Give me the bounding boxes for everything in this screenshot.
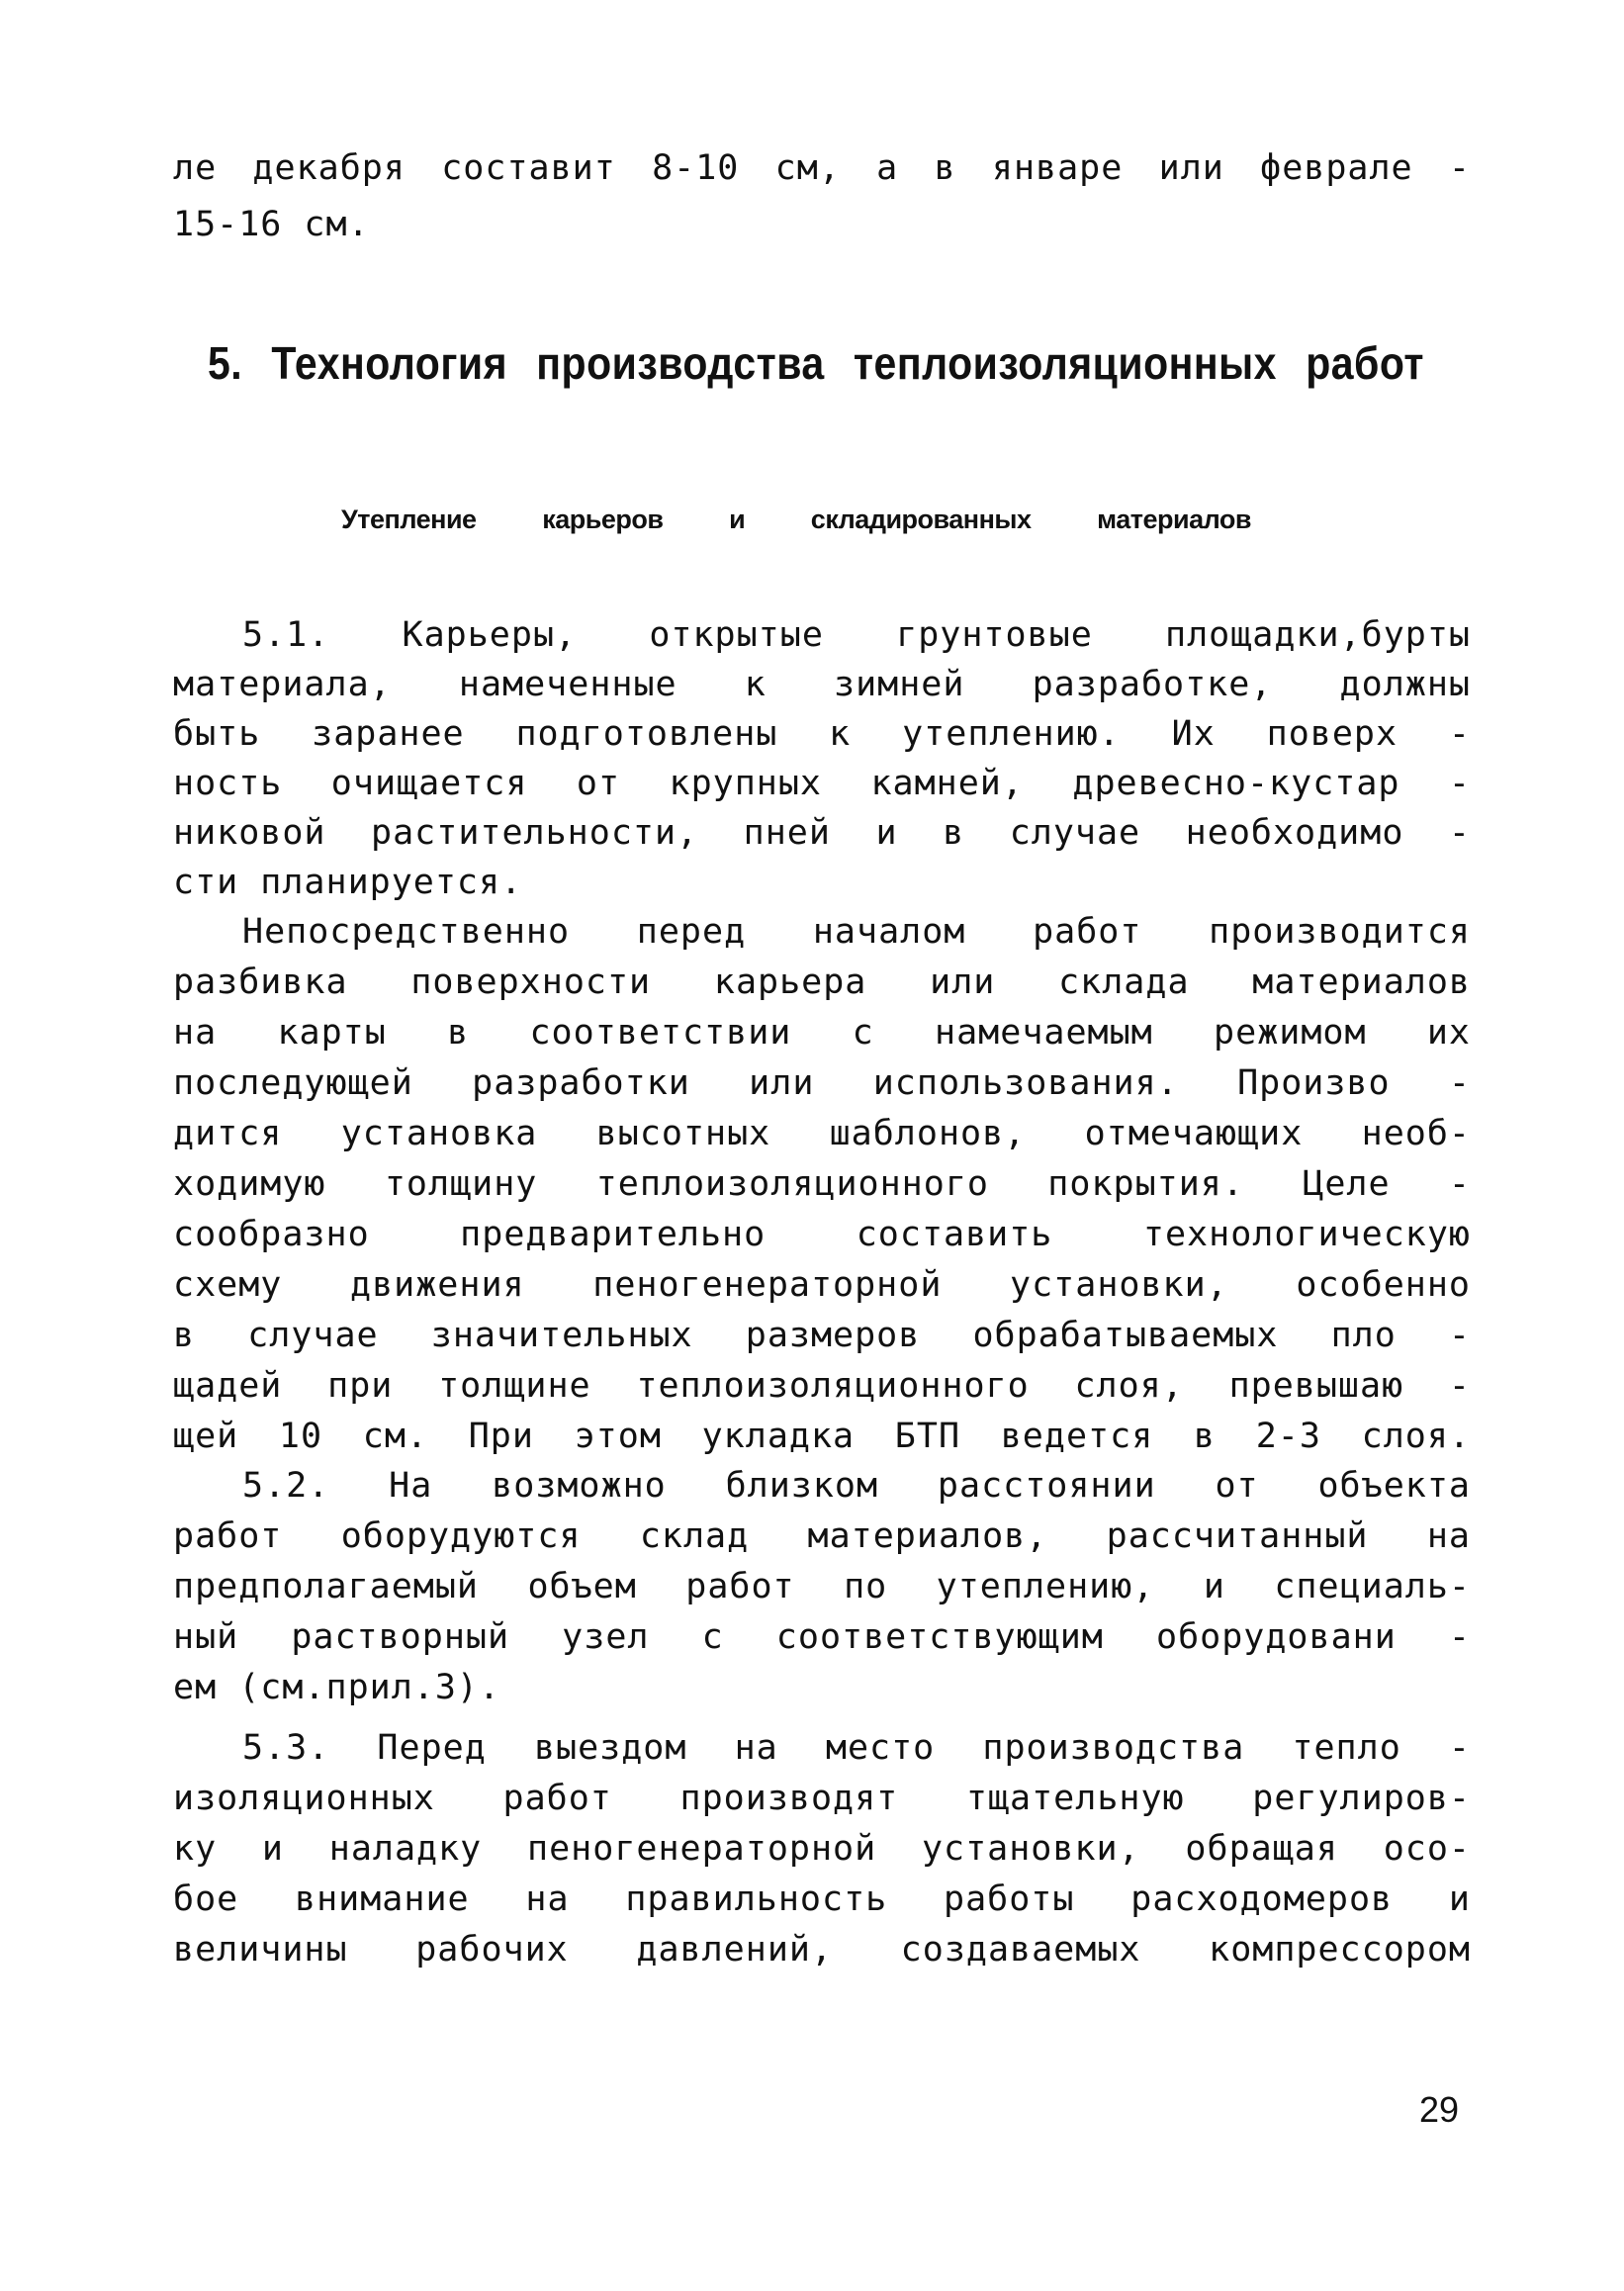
- paragraph-line: Непосредственно перед началом работ производится: [242, 912, 1471, 952]
- paragraph-line: сообразно предварительно составить технологическую: [173, 1215, 1471, 1254]
- paragraph-line: работ оборудуются склад материалов, рассчитанный на: [173, 1516, 1471, 1556]
- paragraph-line: 5.1. Карьеры, открытые грунтовые площадки,бурты: [242, 615, 1471, 655]
- paragraph-line: сти планируется.: [173, 863, 523, 902]
- paragraph-line: величины рабочих давлений, создаваемых компрессором: [173, 1930, 1471, 1970]
- paragraph-line: щадей при толщине теплоизоляционного слоя, превышаю -: [173, 1366, 1471, 1406]
- paragraph-line: в случае значительных размеров обрабатываемых пло -: [173, 1316, 1471, 1355]
- paragraph-line: 5.3. Перед выездом на место производства тепло -: [242, 1728, 1471, 1768]
- paragraph-line: материала, намеченные к зимней разработке, должны: [173, 665, 1471, 704]
- paragraph-line: 5.2. На возможно близком расстоянии от объекта: [242, 1466, 1471, 1506]
- section-heading: 5. Технология производства теплоизоляционных работ: [208, 337, 1424, 390]
- intro-line: ле декабря составит 8-10 см, а в январе или феврале -: [173, 148, 1471, 188]
- paragraph-line: никовой растительности, пней и в случае необходимо -: [173, 813, 1471, 853]
- paragraph-line: ность очищается от крупных камней, древесно-кустар -: [173, 764, 1471, 803]
- paragraph-line: ный растворный узел с соответствующим оборудовани -: [173, 1617, 1471, 1657]
- paragraph-line: ку и наладку пеногенераторной установки, обращая осо-: [173, 1829, 1471, 1869]
- intro-line: 15-16 см.: [173, 205, 370, 244]
- paragraph-line: разбивка поверхности карьера или склада материалов: [173, 962, 1471, 1002]
- paragraph-line: на карты в соответствии с намечаемым режимом их: [173, 1013, 1471, 1053]
- section-subheading: Утепление карьеров и складированных материалов: [341, 504, 1251, 534]
- page-number: 29: [1419, 2089, 1460, 2130]
- paragraph-line: предполагаемый объем работ по утеплению, и специаль-: [173, 1567, 1471, 1606]
- paragraph-line: последующей разработки или использования. Произво -: [173, 1063, 1471, 1103]
- paragraph-line: изоляционных работ производят тщательную регулиров-: [173, 1779, 1471, 1818]
- paragraph-line: схему движения пеногенераторной установки, особенно: [173, 1265, 1471, 1305]
- paragraph-line: бое внимание на правильность работы расходомеров и: [173, 1879, 1471, 1919]
- paragraph-line: ем (см.прил.3).: [173, 1668, 501, 1707]
- paragraph-line: ходимую толщину теплоизоляционного покрытия. Целе -: [173, 1164, 1471, 1204]
- paragraph-line: быть заранее подготовлены к утеплению. Их поверх -: [173, 714, 1471, 754]
- paragraph-line: дится установка высотных шаблонов, отмечающих необ-: [173, 1114, 1471, 1153]
- paragraph-line: щей 10 см. При этом укладка БТП ведется в 2-3 слоя.: [173, 1417, 1471, 1456]
